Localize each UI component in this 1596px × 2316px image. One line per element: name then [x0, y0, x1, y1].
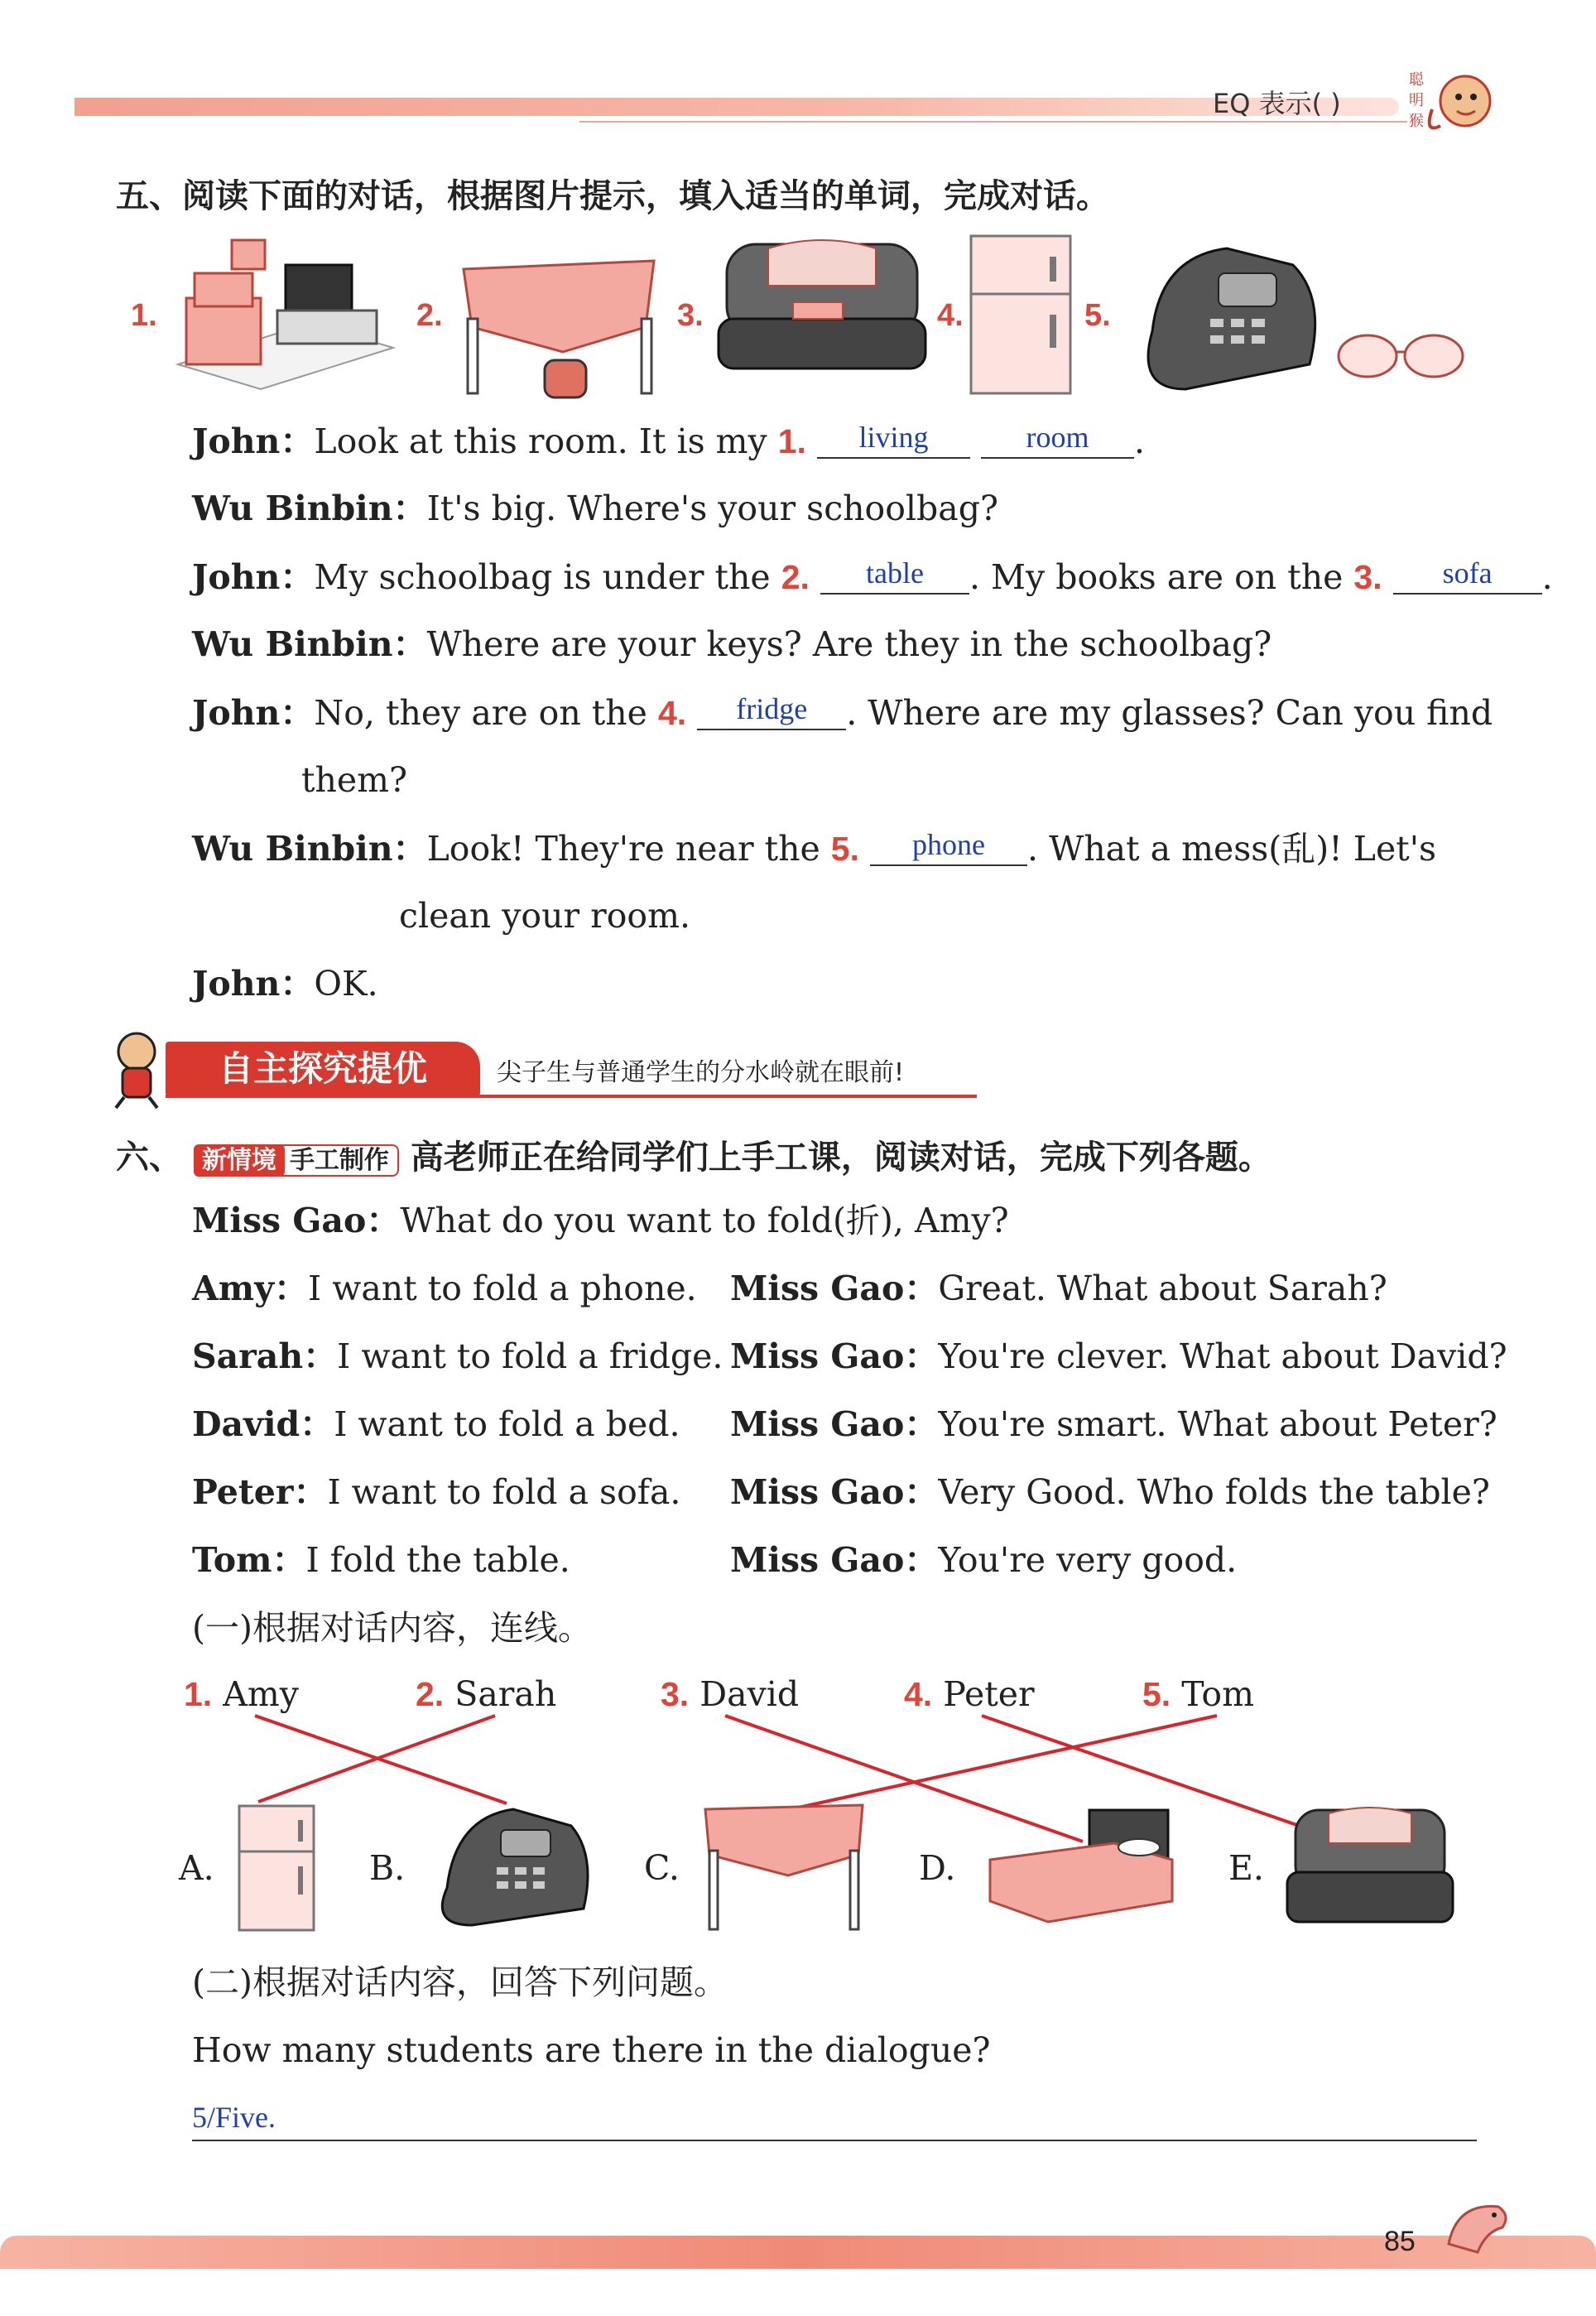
name-text: Amy	[223, 1674, 299, 1714]
svg-text:聪: 聪	[1409, 71, 1424, 89]
line-text: You're smart. What about Peter?	[938, 1404, 1497, 1444]
option-label-d: D.	[919, 1848, 956, 1888]
section6-title: 高老师正在给同学们上手工课，阅读对话，完成下列各题。	[410, 1139, 1272, 1177]
speaker: John：	[192, 964, 315, 1004]
line-text: . My books are on the	[969, 557, 1354, 597]
line-text: I want to fold a phone.	[308, 1269, 697, 1308]
option-label-a: A.	[179, 1848, 214, 1888]
line-text: OK.	[314, 964, 378, 1004]
line-text: It's big. Where's your schoolbag?	[426, 489, 998, 528]
part1-title: (一)根据对话内容，连线。	[192, 1608, 592, 1648]
phone-icon[interactable]	[422, 1797, 596, 1933]
option-label-c: C.	[644, 1848, 680, 1888]
blank-number: 1.	[777, 422, 806, 460]
speaker: Sarah：	[192, 1336, 338, 1376]
speaker: Miss Gao：	[730, 1472, 939, 1512]
line-text: No, they are on the	[314, 693, 658, 733]
speaker: John：	[192, 421, 315, 461]
line-text: My schoolbag is under the	[314, 557, 781, 597]
answer-text: table	[866, 556, 924, 590]
dolphin-icon	[1440, 2194, 1515, 2261]
speaker: Miss Gao：	[730, 1540, 939, 1580]
speaker: John：	[192, 557, 315, 597]
line-text: I want to fold a bed.	[334, 1404, 680, 1444]
name-number: 1.	[184, 1675, 213, 1713]
name-text: David	[699, 1674, 800, 1714]
line-text: Look! They're near the	[426, 829, 831, 869]
answer-text: sofa	[1442, 556, 1493, 590]
speaker: John：	[192, 693, 315, 733]
new-context-tag: 新情境	[194, 1144, 285, 1177]
handcraft-tag: 手工制作	[280, 1144, 399, 1177]
answer-text: fridge	[736, 692, 808, 725]
line-text: You're clever. What about David?	[938, 1336, 1507, 1376]
section6-prefix: 六、	[116, 1139, 182, 1177]
part2-title: (二)根据对话内容，回答下列问题。	[192, 1962, 728, 2002]
sofa-icon[interactable]	[1283, 1802, 1457, 1934]
footer-bar	[0, 2236, 1596, 2269]
pic-num-3: 3.	[677, 298, 704, 333]
line-text: Look at this room. It is my	[314, 421, 778, 461]
bed-icon[interactable]	[982, 1802, 1180, 1926]
line-text: I fold the table.	[305, 1540, 570, 1580]
blank-number: 3.	[1353, 558, 1382, 596]
speaker: Peter：	[192, 1472, 328, 1512]
banner-subtitle: 尖子生与普通学生的分水岭就在眼前!	[497, 1058, 905, 1087]
banner-title: 自主探究提优	[166, 1042, 480, 1096]
line-text: them?	[301, 760, 408, 800]
answer-line[interactable]	[192, 2093, 1477, 2141]
line-text: . What a mess(乱)! Let's	[1027, 829, 1437, 869]
speaker: Miss Gao：	[730, 1404, 939, 1444]
speaker: Wu Binbin：	[192, 829, 427, 869]
line-text: . Where are my glasses? Can you find	[846, 693, 1493, 733]
pic-num-2: 2.	[416, 298, 443, 333]
answer-text: room	[1026, 421, 1089, 454]
name-number: 3.	[661, 1675, 690, 1713]
line-text: I want to fold a sofa.	[327, 1472, 681, 1512]
fridge-icon[interactable]	[235, 1802, 318, 1934]
line-text: Where are your keys? Are they in the schoolbag?	[426, 624, 1272, 664]
speaker: Amy：	[192, 1269, 309, 1308]
pic-num-5: 5.	[1084, 298, 1111, 333]
speaker: Wu Binbin：	[192, 489, 427, 528]
pic-num-4: 4.	[937, 298, 964, 333]
pic-num-1: 1.	[131, 298, 157, 333]
name-number: 4.	[904, 1675, 933, 1713]
name-text: Tom	[1181, 1674, 1254, 1714]
name-text: Sarah	[454, 1674, 557, 1714]
blank-number: 5.	[830, 830, 859, 868]
speaker: Miss Gao：	[730, 1336, 939, 1376]
name-number: 5.	[1142, 1675, 1171, 1713]
blank-number: 4.	[657, 694, 687, 732]
question-text: How many students are there in the dialogue?	[192, 2030, 991, 2070]
answer-text: 5/Five.	[192, 2101, 276, 2134]
speaker: Wu Binbin：	[192, 624, 427, 664]
line-text: You're very good.	[938, 1540, 1238, 1580]
option-label-e: E.	[1228, 1848, 1264, 1888]
eq-label: EQ 表示( )	[1213, 88, 1341, 119]
svg-text:明: 明	[1409, 92, 1424, 109]
answer-text: phone	[912, 828, 986, 861]
line-text: What do you want to fold(折), Amy?	[400, 1201, 1009, 1240]
line-text: .	[1134, 421, 1146, 461]
speaker: David：	[192, 1404, 334, 1444]
option-label-b: B.	[369, 1848, 406, 1888]
speaker: Miss Gao：	[730, 1269, 939, 1308]
line-text: I want to fold a fridge.	[337, 1336, 723, 1376]
line-text: Very Good. Who folds the table?	[938, 1472, 1490, 1512]
blank-number: 2.	[781, 558, 810, 596]
page-number: 85	[1384, 2226, 1416, 2257]
table-icon[interactable]	[697, 1797, 871, 1933]
line-text: .	[1541, 557, 1553, 597]
svg-text:猴: 猴	[1409, 113, 1424, 130]
name-text: Peter	[943, 1674, 1035, 1714]
speaker: Tom：	[192, 1540, 306, 1580]
line-text: clean your room.	[399, 896, 690, 936]
speaker: Miss Gao：	[192, 1201, 401, 1240]
line-text: Great. What about Sarah?	[938, 1269, 1387, 1308]
answer-text: living	[858, 421, 929, 454]
name-number: 2.	[416, 1675, 445, 1713]
section5-title: 五、阅读下面的对话，根据图片提示，填入适当的单词，完成对话。	[116, 177, 1109, 215]
